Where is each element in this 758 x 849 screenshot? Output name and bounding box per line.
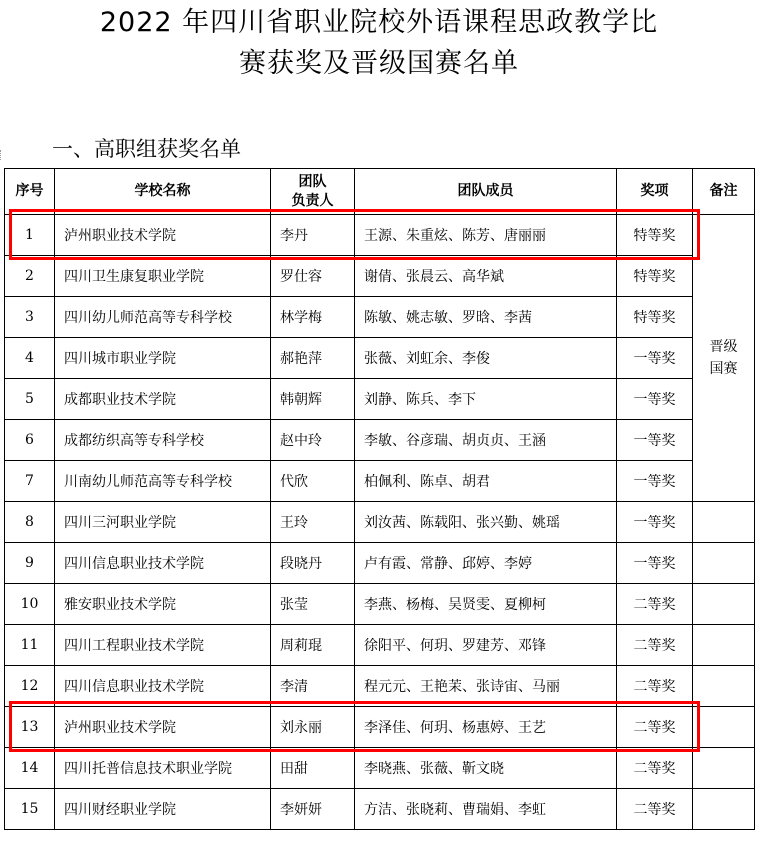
cell-leader: 张莹 bbox=[271, 584, 355, 625]
cell-note-merged bbox=[693, 215, 755, 502]
cell-seq: 2 bbox=[5, 256, 55, 297]
table-row bbox=[5, 297, 755, 338]
cell-school: 四川城市职业学院 bbox=[55, 338, 271, 379]
table-row bbox=[5, 584, 755, 625]
highlight-box-row-13 bbox=[9, 701, 700, 752]
cell-leader: 王玲 bbox=[271, 502, 355, 543]
cell-school: 四川信息职业技术学院 bbox=[55, 666, 271, 707]
cell-seq: 13 bbox=[5, 707, 55, 748]
cell-school: 川南幼儿师范高等专科学校 bbox=[55, 461, 271, 502]
cell-leader: 罗仕容 bbox=[271, 256, 355, 297]
header-leader-line-1: 团队 bbox=[298, 173, 327, 190]
cell-members: 王源、朱重炫、陈芳、唐丽丽 bbox=[355, 215, 617, 256]
cell-award: 特等奖 bbox=[617, 297, 693, 338]
cell-seq: 9 bbox=[5, 543, 55, 584]
cell-school: 成都职业技术学院 bbox=[55, 379, 271, 420]
cell-school: 四川财经职业学院 bbox=[55, 789, 271, 830]
cell-school: 四川工程职业技术学院 bbox=[55, 625, 271, 666]
header-award: 奖项 bbox=[617, 169, 693, 215]
margin-marker bbox=[0, 150, 4, 160]
cell-note bbox=[693, 625, 755, 666]
cell-note bbox=[693, 789, 755, 830]
cell-leader: 周莉琨 bbox=[271, 625, 355, 666]
cell-school: 四川托普信息技术职业学院 bbox=[55, 748, 271, 789]
cell-seq: 12 bbox=[5, 666, 55, 707]
cell-seq: 15 bbox=[5, 789, 55, 830]
cell-leader: 刘永丽 bbox=[271, 707, 355, 748]
table-row bbox=[5, 502, 755, 543]
table-row bbox=[5, 789, 755, 830]
cell-members: 李泽佳、何玥、杨惠婷、王艺 bbox=[355, 707, 617, 748]
cell-note bbox=[693, 584, 755, 625]
header-leader-line-2: 负责人 bbox=[291, 192, 334, 209]
cell-members: 柏佩利、陈卓、胡君 bbox=[355, 461, 617, 502]
table-row bbox=[5, 379, 755, 420]
cell-award: 一等奖 bbox=[617, 543, 693, 584]
cell-members: 徐阳平、何玥、罗建芳、邓锋 bbox=[355, 625, 617, 666]
cell-school: 泸州职业技术学院 bbox=[55, 707, 271, 748]
table-row bbox=[5, 256, 755, 297]
cell-members: 李燕、杨梅、吴贤雯、夏柳柯 bbox=[355, 584, 617, 625]
cell-award: 二等奖 bbox=[617, 584, 693, 625]
cell-seq: 14 bbox=[5, 748, 55, 789]
cell-leader: 韩朝辉 bbox=[271, 379, 355, 420]
cell-award: 二等奖 bbox=[617, 625, 693, 666]
header-note: 备注 bbox=[693, 169, 755, 215]
cell-award: 一等奖 bbox=[617, 461, 693, 502]
cell-school: 成都纺织高等专科学校 bbox=[55, 420, 271, 461]
cell-note bbox=[693, 666, 755, 707]
cell-note bbox=[693, 748, 755, 789]
cell-members: 李敏、谷彦瑞、胡贞贞、王涵 bbox=[355, 420, 617, 461]
table-row bbox=[5, 748, 755, 789]
cell-seq: 10 bbox=[5, 584, 55, 625]
cell-note bbox=[693, 502, 755, 543]
cell-award: 二等奖 bbox=[617, 748, 693, 789]
table-row bbox=[5, 420, 755, 461]
cell-members: 程元元、王艳茉、张诗宙、马丽 bbox=[355, 666, 617, 707]
cell-award: 一等奖 bbox=[617, 338, 693, 379]
cell-seq: 6 bbox=[5, 420, 55, 461]
cell-leader: 郝艳萍 bbox=[271, 338, 355, 379]
cell-leader: 林学梅 bbox=[271, 297, 355, 338]
cell-seq: 1 bbox=[5, 215, 55, 256]
cell-leader: 李丹 bbox=[271, 215, 355, 256]
document-title-line-1: 2022 年四川省职业院校外语课程思政教学比 bbox=[99, 7, 659, 38]
cell-leader: 段晓丹 bbox=[271, 543, 355, 584]
cell-leader: 李清 bbox=[271, 666, 355, 707]
cell-members: 陈敏、姚志敏、罗晗、李茜 bbox=[355, 297, 617, 338]
table-row bbox=[5, 625, 755, 666]
cell-award: 一等奖 bbox=[617, 379, 693, 420]
cell-note bbox=[693, 707, 755, 748]
table-row bbox=[5, 543, 755, 584]
cell-note bbox=[693, 543, 755, 584]
cell-members: 李晓燕、张薇、靳文晓 bbox=[355, 748, 617, 789]
cell-seq: 3 bbox=[5, 297, 55, 338]
table-row bbox=[5, 338, 755, 379]
cell-school: 四川幼儿师范高等专科学校 bbox=[55, 297, 271, 338]
document-title-line-2: 赛获奖及晋级国赛名单 bbox=[239, 48, 519, 79]
cell-members: 刘静、陈兵、李下 bbox=[355, 379, 617, 420]
table-row bbox=[5, 461, 755, 502]
note-advance-label: 晋级国赛 bbox=[709, 339, 738, 377]
cell-seq: 4 bbox=[5, 338, 55, 379]
cell-school: 泸州职业技术学院 bbox=[55, 215, 271, 256]
cell-seq: 7 bbox=[5, 461, 55, 502]
cell-leader: 代欣 bbox=[271, 461, 355, 502]
cell-members: 卢有霞、常静、邱婷、李婷 bbox=[355, 543, 617, 584]
cell-members: 刘汝茜、陈载阳、张兴勤、姚瑶 bbox=[355, 502, 617, 543]
cell-seq: 11 bbox=[5, 625, 55, 666]
cell-award: 二等奖 bbox=[617, 789, 693, 830]
cell-award: 一等奖 bbox=[617, 420, 693, 461]
header-seq: 序号 bbox=[5, 169, 55, 215]
cell-award: 特等奖 bbox=[617, 256, 693, 297]
cell-leader: 田甜 bbox=[271, 748, 355, 789]
cell-school: 四川卫生康复职业学院 bbox=[55, 256, 271, 297]
cell-award: 二等奖 bbox=[617, 707, 693, 748]
cell-school: 雅安职业技术学院 bbox=[55, 584, 271, 625]
section-heading: 一、高职组获奖名单 bbox=[52, 137, 241, 161]
cell-leader: 李妍妍 bbox=[271, 789, 355, 830]
cell-award: 特等奖 bbox=[617, 215, 693, 256]
cell-school: 四川三河职业学院 bbox=[55, 502, 271, 543]
highlight-box-row-1 bbox=[9, 209, 700, 260]
cell-seq: 5 bbox=[5, 379, 55, 420]
cell-award: 二等奖 bbox=[617, 666, 693, 707]
cell-award: 一等奖 bbox=[617, 502, 693, 543]
cell-leader: 赵中玲 bbox=[271, 420, 355, 461]
cell-members: 张薇、刘虹余、李俊 bbox=[355, 338, 617, 379]
cell-school: 四川信息职业技术学院 bbox=[55, 543, 271, 584]
cell-seq: 8 bbox=[5, 502, 55, 543]
header-members: 团队成员 bbox=[355, 169, 617, 215]
cell-members: 谢倩、张晨云、高华斌 bbox=[355, 256, 617, 297]
cell-members: 方洁、张晓莉、曹瑞娟、李虹 bbox=[355, 789, 617, 830]
header-school: 学校名称 bbox=[55, 169, 271, 215]
